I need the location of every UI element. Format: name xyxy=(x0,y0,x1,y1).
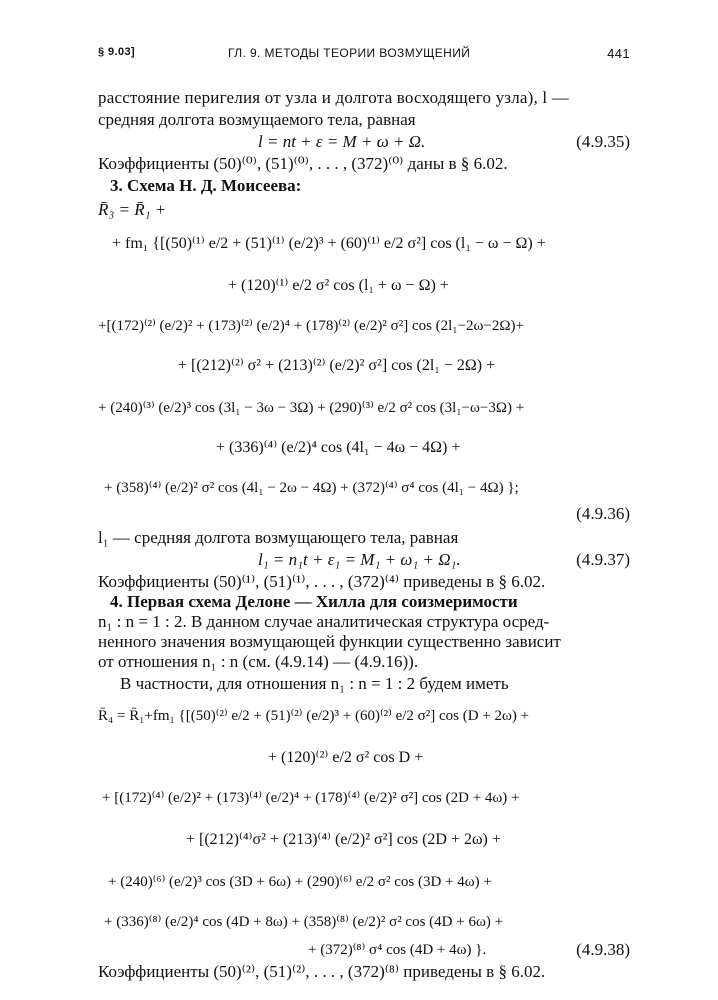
running-header xyxy=(98,46,630,66)
text-line-content: Коэффициенты (50)⁽²⁾, (51)⁽²⁾, . . . , (372)⁽⁸⁾ приведены в § 6.02. xyxy=(98,962,546,981)
equation-number: (4.9.37) xyxy=(576,550,630,569)
equation-number: (4.9.36) xyxy=(576,504,630,523)
text-line-content: от отношения n₁ : n (см. (4.9.14) — (4.9.16)). xyxy=(98,652,419,671)
equation: + (240)⁽⁶⁾ (e/2)³ cos (3D + 6ω) + (290)⁽⁶⁾ e/2 σ² cos (3D + 4ω) + xyxy=(108,874,492,890)
equation: +[(172)⁽²⁾ (e/2)² + (173)⁽²⁾ (e/2)⁴ + (178)⁽²⁾ (e/2)² σ²] cos (2l₁−2ω−2Ω)+ xyxy=(98,318,524,334)
heading-text: 4. Первая схема Делоне — Хилла для соизмеримости xyxy=(110,592,518,611)
chapter-title: ГЛ. 9. МЕТОДЫ ТЕОРИИ ВОЗМУЩЕНИЙ xyxy=(228,46,471,60)
equation: + (120)⁽²⁾ e/2 σ² cos D + xyxy=(268,749,424,766)
equation: R̄₄ = R̄₁+fm₁ {[(50)⁽²⁾ e/2 + (51)⁽²⁾ (e/2)³ + (60)⁽²⁾ e/2 σ²] cos (D + 2ω) + xyxy=(98,708,530,724)
equation: + (336)⁽⁸⁾ (e/2)⁴ cos (4D + 8ω) + (358)⁽⁸⁾ (e/2)² σ² cos (4D + 6ω) + xyxy=(104,914,504,930)
equation: + [(172)⁽⁴⁾ (e/2)² + (173)⁽⁴⁾ (e/2)⁴ + (178)⁽⁴⁾ (e/2)² σ²] cos (2D + 4ω) + xyxy=(102,790,520,806)
text-line-content: средняя долгота возмущаемого тела, равная xyxy=(98,110,416,129)
equation-number: (4.9.38) xyxy=(576,940,630,959)
equation: l₁ = n₁t + ε₁ = M₁ + ω₁ + Ω₁. xyxy=(258,550,461,569)
equation: + (120)⁽¹⁾ e/2 σ² cos (l₁ + ω − Ω) + xyxy=(228,277,449,294)
text-line-content: В частности, для отношения n₁ : n = 1 : 2 будем иметь xyxy=(120,674,509,693)
text-line-content: ненного значения возмущающей функции существенно зависит xyxy=(98,632,561,651)
equation-number: (4.9.35) xyxy=(576,132,630,151)
equation: R̄₃ = R̄₁ + xyxy=(98,200,167,219)
section-ref: § 9.03] xyxy=(98,46,136,58)
equation: + fm₁ {[(50)⁽¹⁾ e/2 + (51)⁽¹⁾ (e/2)³ + (60)⁽¹⁾ e/2 σ²] cos (l₁ − ω − Ω) + xyxy=(112,235,546,252)
text-line-content: Коэффициенты (50)⁽⁰⁾, (51)⁽⁰⁾, . . . , (372)⁽⁰⁾ даны в § 6.02. xyxy=(98,154,508,173)
page-number: 441 xyxy=(607,46,630,61)
text-line-content: расстояние перигелия от узла и долгота восходящего узла), l — xyxy=(98,88,569,107)
equation: + (372)⁽⁸⁾ σ⁴ cos (4D + 4ω) }. xyxy=(308,942,487,958)
equation: + (240)⁽³⁾ (e/2)³ cos (3l₁ − 3ω − 3Ω) + (290)⁽³⁾ e/2 σ² cos (3l₁−ω−3Ω) + xyxy=(98,400,525,416)
equation: + [(212)⁽⁴⁾σ² + (213)⁽⁴⁾ (e/2)² σ²] cos (2D + 2ω) + xyxy=(186,831,501,848)
text-line-content: Коэффициенты (50)⁽¹⁾, (51)⁽¹⁾, . . . , (372)⁽⁴⁾ приведены в § 6.02. xyxy=(98,572,546,591)
heading-text: 3. Схема Н. Д. Моисеева: xyxy=(110,176,302,195)
equation: + (358)⁽⁴⁾ (e/2)² σ² cos (4l₁ − 2ω − 4Ω) + (372)⁽⁴⁾ σ⁴ cos (4l₁ − 4Ω) }; xyxy=(104,480,519,496)
text-line-content: n₁ : n = 1 : 2. В данном случае аналитическая структура осред- xyxy=(98,612,550,631)
text-line-content: l₁ — средняя долгота возмущающего тела, равная xyxy=(98,528,459,547)
equation: l = nt + ε = M + ω + Ω. xyxy=(258,132,426,151)
equation: + (336)⁽⁴⁾ (e/2)⁴ cos (4l₁ − 4ω − 4Ω) + xyxy=(216,439,461,456)
book-page xyxy=(98,40,630,981)
equation: + [(212)⁽²⁾ σ² + (213)⁽²⁾ (e/2)² σ²] cos (2l₁ − 2Ω) + xyxy=(178,357,496,374)
